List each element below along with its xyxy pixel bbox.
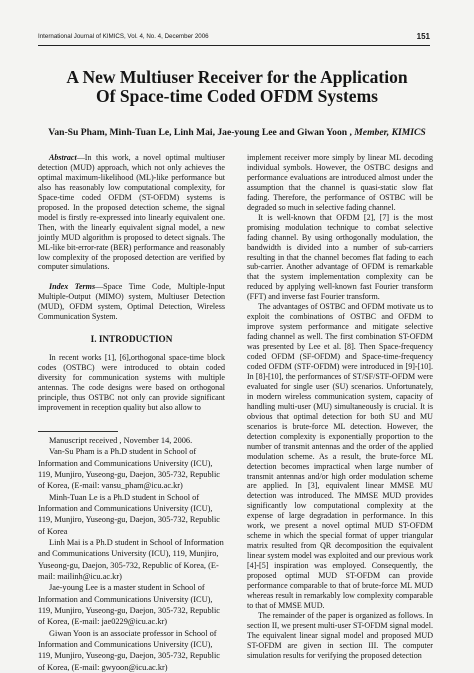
journal-info: International Journal of KIMICS, Vol. 4, No. 4, December 2006: [38, 33, 209, 40]
abstract-label: Abstract: [49, 153, 77, 162]
title-line-1: A New Multiuser Receiver for the Application: [66, 67, 408, 87]
author-list: [20, 127, 454, 138]
intro-paragraph: In recent works [1], [6],orthogonal space-time block codes (OSTBC) were introduced to obtain coded diversity for communication systems with multiple antennas. The code designs were based on orthogonal principle, thus OSTBC not only can provide significant improvement in reception quality but also allow to: [38, 353, 225, 412]
index-terms-label: Index Terms: [49, 282, 96, 292]
footnote-author-4: Jae-young Lee is a master student in School of Information and Communications University (ICU), 119, Munjiro, Yuseong-gu, Daejon, 305-732, Republic of Korea, (E-mail: jae0229@icu.ac.kr): [38, 583, 220, 627]
author-membership: Member, KIMICS: [354, 127, 426, 138]
author-names: Van-Su Pham, Minh-Tuan Le, Linh Mai, Jae-young Lee and Giwan Yoon ,: [48, 127, 352, 138]
footnote-author-1: Van-Su Pham is a Ph.D student in School of Information and Communications University (ICU), 119, Munjiro, Yuseong-gu, Daejon, 305-732, Republic of Korea, (E-mail: vansu_pham@icu.ac.kr): [38, 447, 220, 491]
title-line-2: Of Space-time Coded OFDM Systems: [96, 86, 378, 106]
footnote-author-5: Giwan Yoon is an associate professor in School of Information and Communications University (ICU), 119, Munjiro, Yuseong-gu, Daejon, 305-732, Republic of Korea, (E-mail: gwyoon@icu.ac.kr): [38, 628, 220, 672]
running-header: [38, 33, 430, 45]
header-rule: [38, 45, 430, 46]
body-paragraph-1: implement receiver more simply by linear ML decoding individual symbols. However, the OSTBC designs and performance evaluations are introduced almost under the assumption that the channel is quasi-static slow flat fading. Therefore, the performance of OSTBC will be degraded so much in selective fading channel.: [247, 153, 433, 212]
footnote-author-2: Minh-Tuan Le is a Ph.D student in School of Information and Communications University (ICU), 119, Munjiro, Yuseong-gu, Daejon, 305-732, Republic of Korea: [38, 492, 220, 536]
abstract: [38, 153, 225, 272]
footnote-author-3: Linh Mai is a Ph.D student in School of Information and Communications University (ICU), 119, Munjiro, Yuseong-gu, Daejon, 305-732, Republic of Korea, (E-mail: mailinh@icu.ac.kr): [38, 538, 224, 582]
index-terms-text: —Space Time Code, Multiple-Input Multiple-Output (MIMO) system, Multiuser Detection (MUD), OFDM system, Optimal Detection, Wireless Communication System.: [38, 282, 225, 322]
footnote-rule: [38, 431, 118, 432]
body-paragraph-3: The advantages of OSTBC and OFDM motivate us to exploit the combinations of OSTBC and OFDM to improve system performance and mitigate selective fading channel as well. The first combination ST-OFDM was presented by Lee et al. [8]. Then Space-frequency coded OFDM (SF-OFDM) and Space-time-frequency coded OFDM (STF-OFDM) were introduced in [9]-[10]. In [8]-[10], the performances of ST/SF/STF-OFDM were evaluated for single user (SU) scenarios. Unfortunately, in modern wireless communication system, capacity of handling multi-user (MU) simultaneously is crucial. It is obvious that optimal detection for both SU and MU scenarios is brute-force ML detection. However, the detection complexity is exponentially proportion to the number of transmit antennas and the order of the applied modulation scheme. As a result, the brute-force ML detection becomes impractical when large number of transmit antennas and/or high order modulation scheme are applied. In [3], equivalent linear MMSE MU detection was introduced. The MMSE MUD provides significantly low computational complexity at the expense of large degradation in performance. In this work, we present a novel optimal MUD ST-OFDM scheme in which the special format of upper triangular matrix resulted from QR decomposition the equivalent linear system model was exploited and our previous work [4]-[5] inspiration was employed. Consequently, the proposed optimal MUD ST-OFDM can provide performance comparable to that of brute-force ML MUD whereas result in remarkably low complexity comparable to that of MMSE MUD.: [247, 302, 433, 610]
page-number: 151: [416, 32, 430, 41]
body-paragraph-2: It is well-known that OFDM [2], [7] is the most promising modulation technique to combat selective fading channel. By using orthogonally modulation, the bandwidth is divided into a number of sub-carriers resulting in that the channel becomes flat fading to each sub-carrier. Another advantage of OFDM is remarkable that the system implementation complexity can be reduced by applying well-known fast Fourier transform (FFT) and inverse fast Fourier transform.: [247, 212, 433, 302]
body-paragraph-4: The remainder of the paper is organized as follows. In section II, we present multi-user ST-OFDM signal model. The equivalent linear signal model and proposed MUD ST-OFDM are given in section III. The computer simulation results for verifying the proposed detection: [247, 610, 433, 660]
footnote-received: Manuscript received , November 14, 2006.: [49, 435, 193, 445]
left-column: [38, 153, 225, 673]
paper-title: [30, 68, 444, 106]
abstract-text: —In this work, a novel optimal multiuser detection (MUD) approach, which not only achieves the optimal maximum-likelihood (ML)-like performance but also has reasonably low computational complexity, for Space-time coded OFDM (ST-OFDM) systems is proposed. In the proposed detection scheme, the signal model is firstly re-expressed into linearly equivalent one. Then, with the linearly equivalent signal model, a new jointly MUD algorithm is proposed to detect signals. The ML-like bit-error-rate (BER) performance and reasonably low complexity of the proposed detection are verified by computer simulations.: [38, 153, 225, 272]
index-terms: [38, 282, 225, 322]
section-heading-introduction: I. INTRODUCTION: [90, 334, 173, 345]
right-column: [247, 153, 433, 661]
